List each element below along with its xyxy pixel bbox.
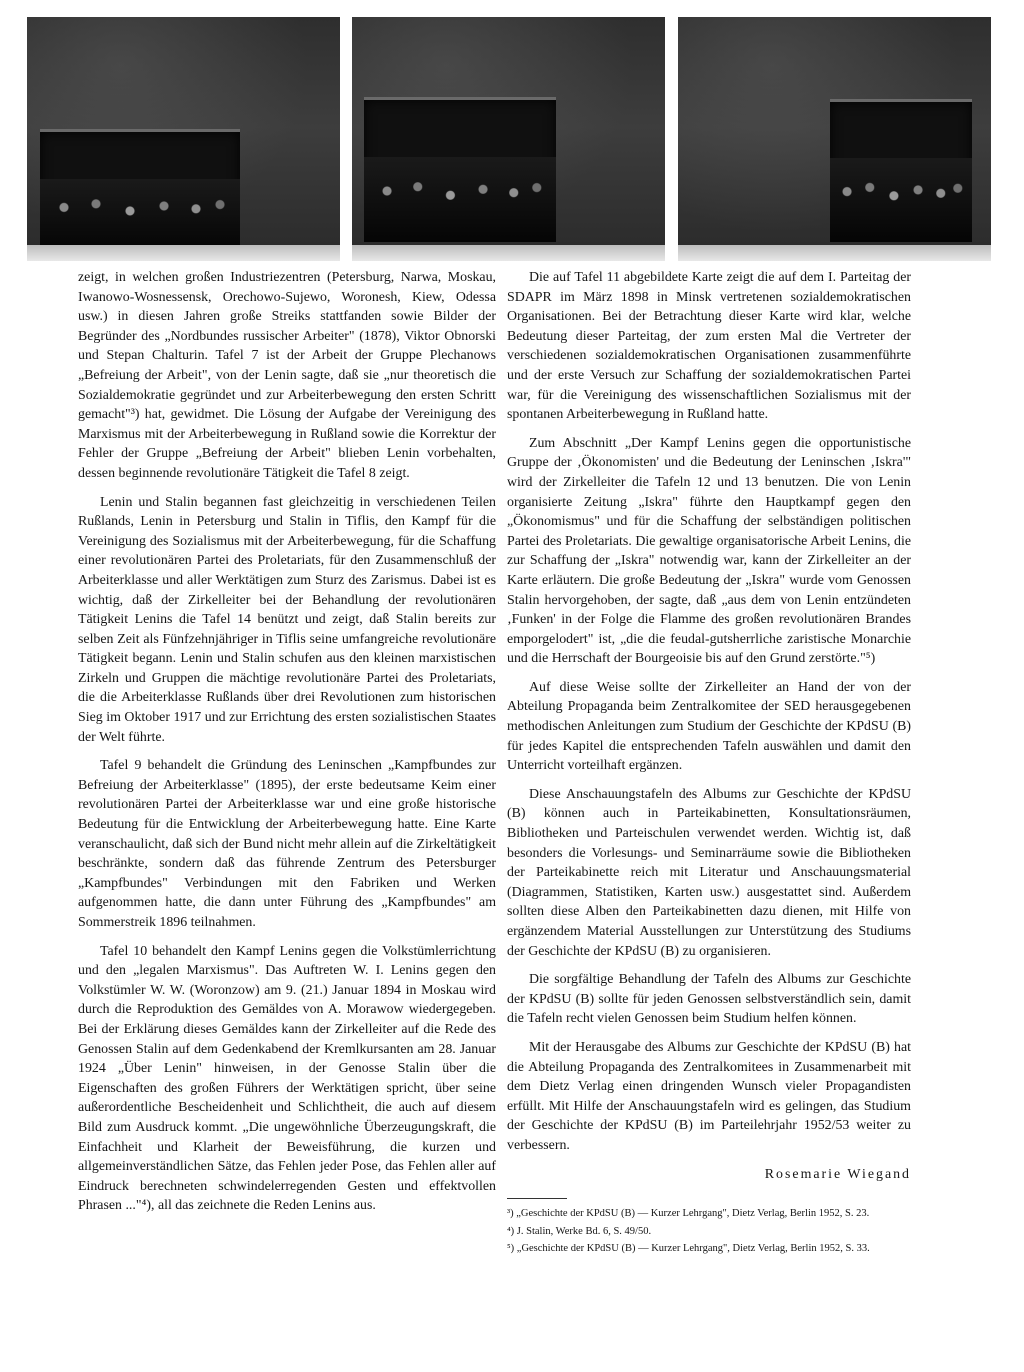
author-signature: Rosemarie Wiegand — [764, 1166, 911, 1182]
photo-2 — [352, 17, 665, 261]
paragraph: Tafel 10 behandelt den Kampf Lenins gegen die Volkstümlerrichtung und den „legalen Marxismus". Das Auftreten W. I. Lenins gegen den Volkstümler W. W. (Woronzow) am 9. (21.) Januar 1894 in Moskau wird durch die Reproduktion des Gemäldes von A. Morawow wiedergegeben. Bei der Erklärung dieses Gemäldes kann der Zirkelleiter auf die Rede des Genossen Stalin auf dem Gedenkabend der Kremlkursanten am 28. Januar 1924 „Über Lenin" hinweisen, in der Genosse Stalin über die Eigenschaften des großen Führers der Werktätigen spricht, über seine außerordentliche Bescheidenheit und Schlichtheit, die auch auf diesem Bild zum Ausdruck kommt. „Die ungewöhnliche Überzeugungskraft, die Einfachheit und Klarheit der Beweisführung, die kurzen und allgemeinverständlichen Sätze, das Fehlen jeder Pose, das Fehlen aller auf Eindruck berechneten schwindelerregenden Gesten und effektvollen Phrasen ..."⁴), all das zeichnete die Reden Lenins aus. — [78, 943, 496, 1214]
paragraph: Lenin und Stalin begannen fast gleichzeitig in verschiedenen Teilen Rußlands, Lenin in Petersburg und Stalin in Tiflis, den Kampf für die Vereinigung des Sozialismus mit der Arbeiterbewegung, für die Schaffung einer revolutionären Partei des Proletariats, für den Zusammenschluß der Arbeiterklasse und aller Werktätigen zum Sturz des Zarismus. Dabei ist es wichtig, daß der Zirkelleiter bei der Behandlung der revolutionären Tätigkeit Lenins die Tafel 14 benützt und zeigt, daß Stalin bereits zur selben Zeit als Fünfzehnjähriger in Tiflis seine umfangreiche revolutionäre Tätigkeit begann. Lenin und Stalin schufen aus den kleinen marxistischen Zirkeln und Gruppen die mächtige revolutionäre Partei des Proletariats, die die Arbeiterklasse Rußlands über drei Revolutionen zum historischen Sieg im Oktober 1917 und zur Errichtung des ersten sozialistischen Staates der Welt führte. — [78, 494, 496, 745]
paragraph: Zum Abschnitt „Der Kampf Lenins gegen die opportunistische Gruppe der ‚Ökonomisten' und die Bedeutung der Leninschen ‚Iskra'" wird der Zirkelleiter die Tafeln 12 und 13 benutzen. Die von Lenin organisierte Zeitung „Iskra" führte den Hauptkampf gegen den „Ökonomismus" und für die Schaffung der selbständigen politischen Partei des Proletariats. Die gewaltige organisatorische Arbeit Lenins, die zur Schaffung der „Iskra" notwendig war, kann der Zirkelleiter an der Karte erläutern. Die große Bedeutung der „Iskra" wurde vom Genossen Stalin hervorgehoben, der sagte, daß „aus dem von Lenin entzündeten ‚Funken' in der Folge die Flamme des großen revolutionären Brandes emporgelodert" ist, „die die feudal-gutsherrliche zaristische Monarchie und die Herrschaft der Bourgeoisie bis auf den Grund zerstörte."⁵) — [507, 435, 911, 667]
photo-strip — [0, 17, 1024, 261]
photo-1 — [27, 17, 340, 261]
photo-1-painting — [40, 129, 240, 250]
paragraph: Auf diese Weise sollte der Zirkelleiter an Hand der von der Abteilung Propaganda beim Zentralkomitee der SED herausgegebenen methodischen Anleitungen zum Studium der Geschichte der KPdSU (B) für jedes Kapitel die entsprechenden Tafeln auswählen und damit den Unterricht vorteilhaft ergänzen. — [507, 679, 911, 774]
paragraph: Tafel 9 behandelt die Gründung des Leninschen „Kampfbundes zur Befreiung der Arbeiterklasse" (1895), der erste bedeutsame Keim einer revolutionären Partei der Arbeiterklasse war und eine große historische Bedeutung für die Entwicklung der Arbeiterbewegung hatte. Eine Karte veranschaulicht, daß sich der Bund nicht mehr allein auf die Zirkeltätigkeit beschränkte, sondern daß das führende Zentrum des Petersburger „Kampfbundes" Verbindungen mit den Fabriken und Werken aufgenommen hatte, die dann unter Führung des „Kampfbundes" am Sommerstreik 1896 teilnahmen. — [78, 758, 496, 930]
paragraph: zeigt, in welchen großen Industriezentren (Petersburg, Narwa, Moskau, Iwanowo-Wosnessensk, Orechowo-Sujewo, Woronesh, Kiew, Odessa usw.) in diesen Jahren große Streiks stattfanden sowie Bilder der Begründer des „Nordbundes russischer Arbeiter" (1878), Viktor Obnorski und Stepan Chalturin. Tafel 7 ist der Arbeit der Gruppe Plechanows „Befreiung der Arbeit", von der Lenin sagte, daß sie „nur theoretisch die Sozialdemokratie gegründet und zur Arbeiterbewegung den ersten Schritt gemacht"³) hat, gewidmet. Die Lösung der Aufgabe der Vereinigung des Marxismus mit der Arbeiterbewegung in Rußland sowie die Korrektur der Fehler der Gruppe „Befreiung der Arbeit" blieben Lenin vorbehalten, dessen beginnende revolutionäre Tätigkeit die Tafel 8 zeigt. — [78, 270, 496, 481]
footnote-rule — [507, 1198, 567, 1199]
photo-2-painting — [364, 97, 556, 242]
left-column — [78, 268, 496, 1225]
footnote: ⁵) „Geschichte der KPdSU (B) — Kurzer Lehrgang", Dietz Verlag, Berlin 1952, S. 33. — [507, 1243, 870, 1255]
paragraph: Diese Anschauungstafeln des Albums zur Geschichte der KPdSU (B) können auch in Parteikabinetten, Konsultationsräumen, Bibliotheken und Parteischulen verwendet werden. Wichtig ist, daß besonders die Vorlesungs- und Seminarräume sowie die Bibliotheken der Parteikabinette reich mit Literatur und Anschauungsmaterial (Diagrammen, Statistiken, Karten usw.) ausgestattet sind. Außerdem sollten diese Alben den Parteikabinetten dazu dienen, mit Hilfe von ergänzendem Material Ausstellungen zur Unterstützung des Studiums der Geschichte der KPdSU (B) zu organisieren. — [507, 786, 911, 959]
photo-3 — [678, 17, 991, 261]
photo-3-painting — [830, 99, 972, 242]
paragraph: Die sorgfältige Behandlung der Tafeln des Albums zur Geschichte der KPdSU (B) sollte für jeden Genossen selbstverständlich sein, damit die Tafeln recht vielen Genossen beim Studium helfen können. — [507, 972, 911, 1027]
right-column — [507, 268, 911, 1260]
paragraph: Die auf Tafel 11 abgebildete Karte zeigt die auf dem I. Parteitag der SDAPR im März 1898 in Minsk vertretenen sozialdemokratischen Organisationen. Bei der Betrachtung dieser Karte wird klar, welche Bedeutung dieser Parteitag, der zum ersten Mal die Vertreter der verschiedenen sozialdemokratischen Organisationen zusammenführte und der erste Versuch zur Schaffung der sozialdemokratischen Partei war, für die Vereinigung des wissenschaftlichen Sozialismus mit der spontanen Arbeiterbewegung in Rußland hatte. — [507, 270, 911, 423]
footnote: ⁴) J. Stalin, Werke Bd. 6, S. 49/50. — [507, 1225, 652, 1237]
footnote: ³) „Geschichte der KPdSU (B) — Kurzer Lehrgang", Dietz Verlag, Berlin 1952, S. 23. — [507, 1208, 870, 1220]
paragraph: Mit der Herausgabe des Albums zur Geschichte der KPdSU (B) hat die Abteilung Propaganda des Zentralkomitees in Zusammenarbeit mit dem Dietz Verlag einen dringenden Wunsch vieler Propagandisten erfüllt. Mit Hilfe der Anschauungstafeln wird es gelingen, das Studium der Geschichte der KPdSU (B) im Parteilehrjahr 1952/53 weiter zu verbessern. — [507, 1039, 911, 1153]
